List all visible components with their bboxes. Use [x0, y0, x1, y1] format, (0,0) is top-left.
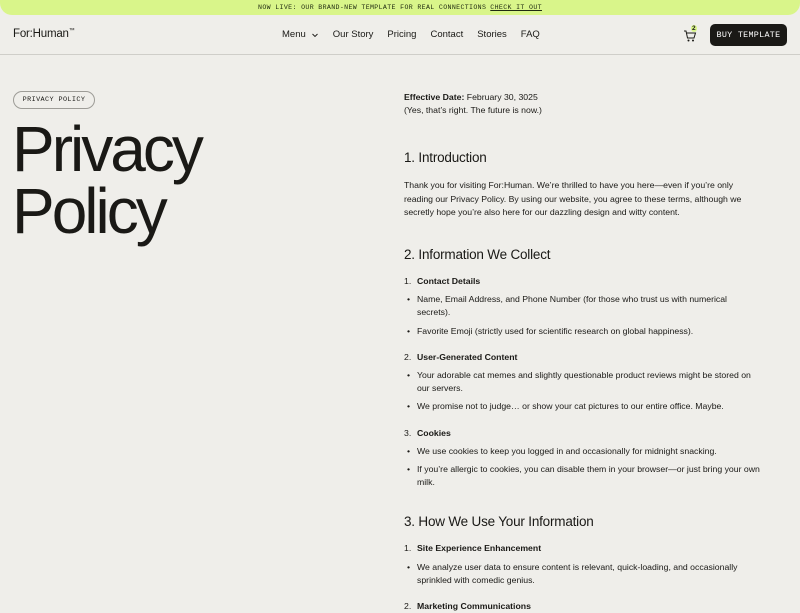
subsection-contact-details: [404, 275, 760, 288]
list-item: [404, 325, 760, 338]
subsection-title: Site Experience Enhancement: [417, 543, 542, 554]
bullet-marker: •: [407, 325, 411, 336]
effective-date: [404, 91, 760, 104]
list-item: [404, 463, 760, 489]
site-header: [0, 15, 800, 55]
subsection-number: 2.: [404, 601, 412, 612]
page-title-line-2: Policy: [12, 175, 165, 247]
policy-content: [404, 91, 760, 613]
section-heading-information-collect: 2. Information We Collect: [404, 247, 551, 263]
list-item-text: Your adorable cat memes and slightly questionable product reviews might be stored on our servers.: [417, 370, 751, 394]
subsection-number: 3.: [404, 427, 412, 438]
logo[interactable]: [13, 28, 75, 40]
nav-item-menu[interactable]: [282, 29, 319, 40]
subsection-title: Contact Details: [417, 276, 481, 287]
list-item: [404, 445, 760, 458]
subsection-user-generated-content: [404, 351, 760, 364]
logo-text: For:Human: [13, 28, 69, 40]
nav-item-faq[interactable]: [521, 29, 540, 40]
bullet-marker: •: [407, 464, 411, 475]
banner-cta-link[interactable]: CHECK IT OUT: [490, 4, 542, 11]
nav-label-menu: Menu: [282, 29, 306, 40]
list-item-text: We analyze user data to ensure content is relevant, quick-loading, and occasionally sprinkled with comedic genius.: [417, 561, 738, 585]
effective-date-value: February 30, 3025: [466, 92, 538, 102]
bullet-marker: •: [407, 294, 411, 305]
list-item-text: Favorite Emoji (strictly used for scientific research on global happiness).: [417, 325, 694, 336]
subsection-title: User-Generated Content: [417, 351, 518, 362]
list-item-text: We promise not to judge… or show your cat pictures to our entire office. Maybe.: [417, 401, 724, 412]
subsection-site-experience: [404, 542, 760, 555]
list-item-text: Name, Email Address, and Phone Number (for those who trust us with numerical secrets).: [417, 294, 727, 318]
subsection-cookies: [404, 427, 760, 440]
section-heading-introduction: 1. Introduction: [404, 150, 487, 166]
subsection-number: 2.: [404, 351, 412, 362]
announcement-banner: [0, 0, 800, 15]
effective-date-label: Effective Date:: [404, 92, 465, 102]
bullet-marker: •: [407, 370, 411, 381]
section-heading-how-we-use: 3. How We Use Your Information: [404, 514, 594, 530]
subsection-marketing-communications: [404, 600, 760, 613]
nav-item-our-story[interactable]: [333, 29, 374, 40]
bullet-marker: •: [407, 401, 411, 412]
list-item: [404, 293, 760, 319]
bullet-marker: •: [407, 445, 411, 456]
cart-button[interactable]: [683, 27, 699, 43]
page-tag-pill: PRIVACY POLICY: [13, 91, 95, 109]
nav-item-pricing[interactable]: [387, 29, 416, 40]
page-title: [12, 113, 201, 247]
introduction-paragraph: Thank you for visiting For:Human. We’re thrilled to have you here—even if you’re only reading our Privacy Policy. By using our website, you agree to these terms, although we secretly hope you’re also here for our dazzling design and witty content.: [404, 180, 742, 217]
nav-item-contact[interactable]: [430, 29, 463, 40]
cart-count-badge: 2: [692, 25, 696, 32]
nav-label-pricing: Pricing: [387, 29, 417, 40]
subsection-number: 1.: [404, 543, 412, 554]
trademark-mark: ™: [68, 28, 75, 34]
main-nav: [282, 29, 554, 40]
subsection-title: Marketing Communications: [417, 601, 531, 612]
list-item-text: We use cookies to keep you logged in and occasionally for midnight snacking.: [417, 445, 717, 456]
bullet-marker: •: [407, 561, 411, 572]
chevron-down-icon: [311, 31, 319, 39]
subsection-number: 1.: [404, 276, 412, 287]
nav-label-stories: Stories: [477, 29, 507, 40]
nav-label-faq: FAQ: [520, 29, 540, 40]
subsection-title: Cookies: [417, 427, 451, 438]
list-item: [404, 561, 760, 587]
page-title-line-1: Privacy: [12, 113, 201, 185]
list-item: [404, 400, 760, 413]
list-item: [404, 369, 760, 395]
buy-template-button[interactable]: BUY TEMPLATE: [710, 24, 787, 46]
nav-label-contact: Contact: [430, 29, 464, 40]
banner-text: NOW LIVE: OUR BRAND-NEW TEMPLATE FOR REAL CONNECTIONS: [258, 4, 487, 11]
effective-date-note: (Yes, that’s right. The future is now.): [404, 105, 542, 116]
list-item-text: If you’re allergic to cookies, you can disable them in your browser—or just bring your own milk.: [417, 464, 760, 488]
nav-label-our-story: Our Story: [332, 29, 374, 40]
nav-item-stories[interactable]: [477, 29, 507, 40]
